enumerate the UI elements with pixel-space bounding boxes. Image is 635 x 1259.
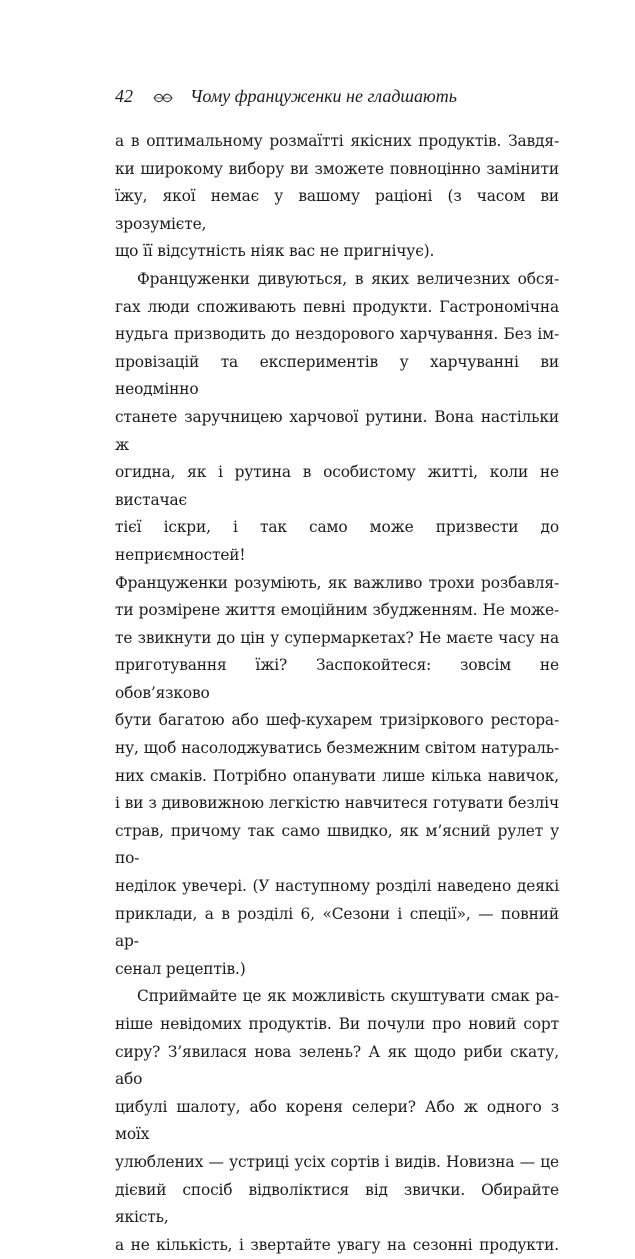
text-line: огидна, як і рутина в особистому житті, коли не вистачає: [115, 463, 559, 509]
text-line: нудьга призводить до нездорового харчування. Без ім-: [115, 325, 559, 344]
text-line: улюблених — устриці усіх сортів і видів. Новизна — це: [115, 1152, 559, 1171]
text-line: Француженки дивуються, в яких величезних обся-: [137, 269, 559, 288]
text-line: них смаків. Потрібно опанувати лише кілька навичок,: [115, 766, 559, 785]
text-line: сиру? З’явилася нова зелень? А як щодо риби скату, або: [115, 1042, 559, 1089]
text-line: ти розмірене життя емоційним збудженням. Не може-: [115, 601, 559, 620]
text-line: а в оптимальному розмаїтті якісних продуктів. Завдя-: [115, 132, 559, 150]
text-line: Француженки розуміють, як важливо трохи розбавля-: [115, 573, 559, 592]
running-header: [115, 84, 555, 108]
chapter-title: Чому француженки не гладшають: [190, 86, 457, 106]
text-line: страв, причому так само швидко, як м’ясний рулет у по-: [115, 821, 559, 868]
text-line: їжу, якої немає у вашому раціоні (з часом ви зрозумієте,: [115, 187, 559, 233]
page-number: 42: [115, 86, 133, 106]
text-line: приклади, а в розділі 6, «Сезони і спеції», — повний ар-: [115, 904, 559, 951]
text-line: провізацій та експериментів у харчуванні ви неодмінно: [115, 352, 559, 399]
text-line: те звикнути до цін у супермаркетах? Не маєте часу на: [115, 628, 559, 647]
body-text: [115, 128, 559, 1259]
text-line: що її відсутність ніяк вас не пригнічує).: [115, 242, 435, 261]
text-line: станете заручницею харчової рутини. Вона настільки ж: [115, 407, 559, 454]
text-line: бути багатою або шеф-кухарем тризіркового ресторa-: [115, 711, 559, 730]
text-line: ки широкому вибору ви зможете повноцінно замінити: [115, 159, 559, 178]
text-line: гах люди споживають певні продукти. Гастрономічна: [115, 297, 559, 316]
text-line: неділок увечері. (У наступному розділі наведено деякі: [115, 877, 559, 896]
text-line: ну, щоб насолоджуватись безмежним світом натураль-: [115, 739, 559, 758]
leaf-ornament-icon: [152, 92, 174, 104]
text-line: цибулі шалоту, або кореня селери? Або ж одного з моїх: [115, 1097, 559, 1144]
text-line: і ви з дивовижною легкістю навчитеся готувати безліч: [115, 794, 559, 813]
text-line: тієї іскри, і так само може призвести до неприємностей!: [115, 518, 559, 564]
text-line: приготування їжі? Заспокойтеся: зовсім не обов’язково: [115, 656, 559, 702]
text-line: ніше невідомих продуктів. Ви почули про новий сорт: [115, 1015, 559, 1033]
text-line: а не кількість, і звертайте увагу на сезонні продукти.: [115, 1235, 559, 1254]
text-line: дієвий спосіб відволіктися від звички. Обирайте якість,: [115, 1180, 559, 1227]
text-line: Сприймайте це як можливість скуштувати смак ра-: [137, 987, 559, 1006]
text-line: сенал рецептів.): [115, 959, 246, 978]
